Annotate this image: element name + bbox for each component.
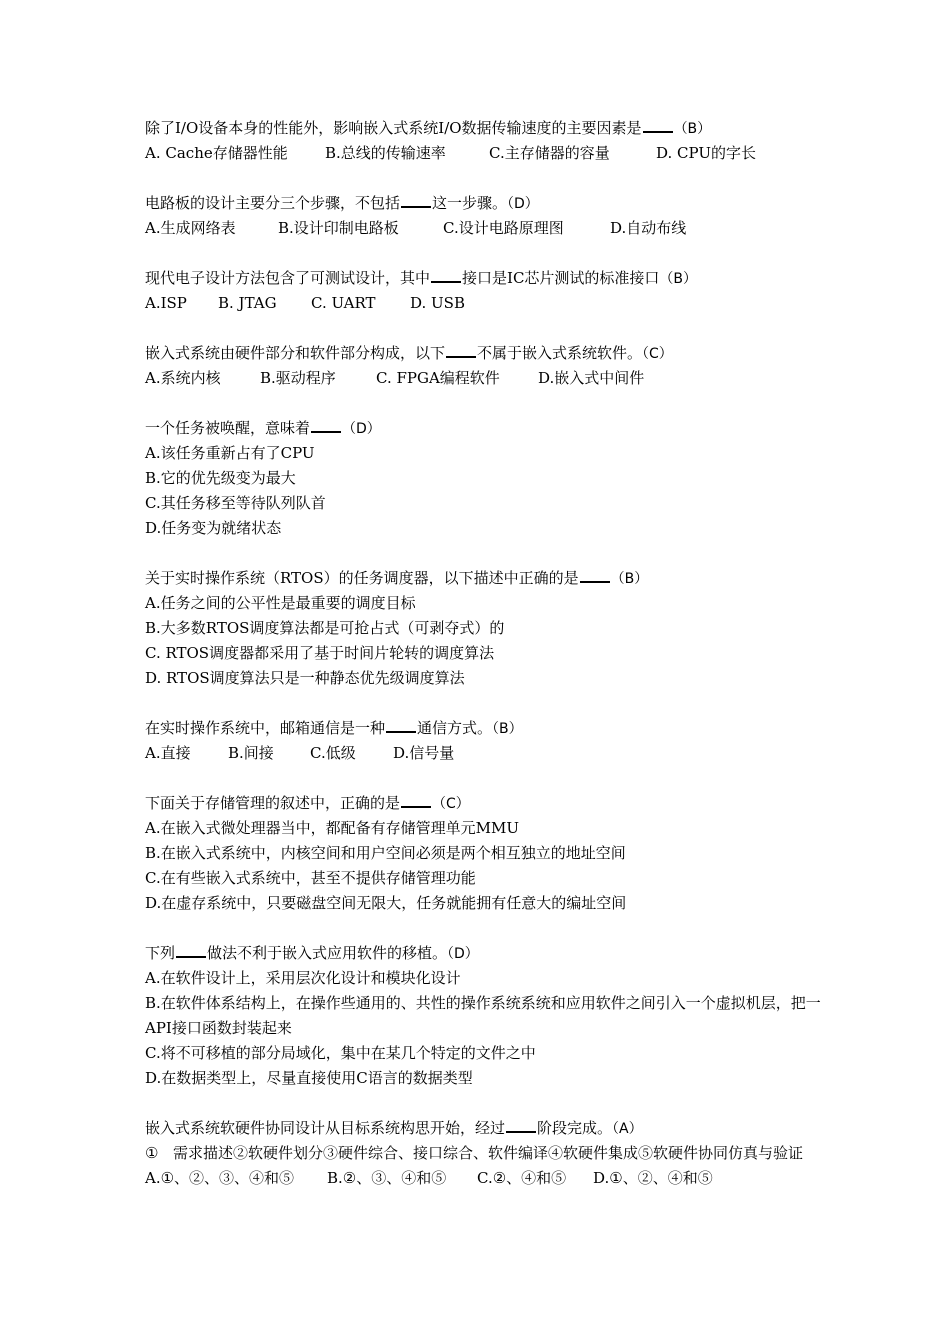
question-stem: [145, 416, 825, 441]
option-d: D.①、②、④和⑤: [593, 1169, 713, 1187]
list-item-text: 需求描述②软硬件划分③硬件综合、接口综合、软件编译④软硬件集成⑤软硬件协同仿真与验证: [173, 1144, 804, 1162]
answer-blank: [401, 792, 431, 808]
option-a: A.系统内核: [145, 369, 221, 387]
answer-blank: [580, 567, 610, 583]
answer-blank: [401, 192, 431, 208]
option-c: C. UART: [311, 294, 376, 312]
question-stem: [145, 341, 825, 366]
option-d: D.自动布线: [610, 219, 687, 237]
question-stem: [145, 191, 825, 216]
stem-text: 在实时操作系统中，邮箱通信是一种: [145, 719, 386, 737]
option-d: D.在数据类型上，尽量直接使用C语言的数据类型: [145, 1069, 473, 1087]
question-5: [145, 416, 825, 541]
answer-key: （B）: [610, 571, 649, 587]
option-b: B.在嵌入式系统中，内核空间和用户空间必须是两个相互独立的地址空间: [145, 844, 626, 862]
answer-key: （B）: [659, 271, 698, 287]
stem-text: 一个任务被唤醒，意味着: [145, 419, 311, 437]
answer-key: （C）: [432, 796, 470, 812]
question-stem: [145, 716, 825, 741]
answer-blank: [446, 342, 476, 358]
question-stem: [145, 791, 825, 816]
option-b: B.总线的传输速率: [325, 144, 446, 162]
question-1: [145, 116, 825, 166]
option-c: C.其任务移至等待队列队首: [145, 494, 326, 512]
option-b: B.驱动程序: [260, 369, 336, 387]
option-b: B.在软件体系结构上，在操作些通用的、共性的操作系统系统和应用软件之间引入一个虚拟机层，把一API接口函数封装起来: [145, 994, 821, 1037]
question-4: [145, 341, 825, 391]
answer-key: （C）: [642, 346, 673, 362]
stem-text: 电路板的设计主要分三个步骤，不包括: [145, 194, 401, 212]
option-a: A.该任务重新占有了CPU: [145, 444, 315, 462]
option-c: C. FPGA编程软件: [376, 369, 500, 387]
option-d: D.嵌入式中间件: [538, 369, 645, 387]
option-a: A. Cache存储器性能: [145, 144, 288, 162]
answer-blank: [176, 942, 206, 958]
option-d: D. USB: [410, 294, 465, 312]
option-c: C.低级: [310, 744, 356, 762]
question-2: [145, 191, 825, 241]
question-10: [145, 1116, 825, 1191]
stem-text: 嵌入式系统软硬件协同设计从目标系统构思开始，经过: [145, 1119, 506, 1137]
option-c: C.将不可移植的部分局域化，集中在某几个特定的文件之中: [145, 1044, 536, 1062]
stem-text: 嵌入式系统由硬件部分和软件部分构成，以下: [145, 344, 446, 362]
list-marker: ①: [145, 1144, 159, 1162]
stem-text: 现代电子设计方法包含了可测试设计，其中: [145, 269, 431, 287]
option-c: C.在有些嵌入式系统中，甚至不提供存储管理功能: [145, 869, 476, 887]
options-row: [145, 141, 825, 166]
option-b: B. JTAG: [218, 294, 277, 312]
option-a: A.生成网络表: [145, 219, 236, 237]
question-stem: [145, 941, 825, 966]
answer-blank: [506, 1117, 536, 1133]
answer-key: （B）: [673, 121, 712, 137]
answer-key: （D）: [342, 421, 381, 437]
document-page: [145, 116, 825, 1216]
option-b: B.它的优先级变为最大: [145, 469, 296, 487]
option-b: B.间接: [228, 744, 274, 762]
options-row: [145, 366, 825, 391]
option-b: B.大多数RTOS调度算法都是可抢占式（可剥夺式）的: [145, 619, 505, 637]
stem-text-after: 接口是IC芯片测试的标准接口: [462, 269, 660, 287]
option-a: A.在软件设计上，采用层次化设计和模块化设计: [145, 969, 461, 987]
question-stem: [145, 116, 825, 141]
option-c: C.主存储器的容量: [489, 144, 610, 162]
question-stem: [145, 1116, 825, 1141]
answer-key: （D）: [447, 946, 479, 962]
stem-text: 关于实时操作系统（RTOS）的任务调度器，以下描述中正确的是: [145, 569, 579, 587]
answer-key: （D）: [507, 196, 539, 212]
numbered-list-item: [145, 1141, 825, 1166]
option-a: A.在嵌入式微处理器当中，都配备有存储管理单元MMU: [145, 819, 519, 837]
stem-text: 下列: [145, 944, 176, 962]
options-row: [145, 1166, 825, 1191]
option-c: C.设计电路原理图: [443, 219, 564, 237]
option-c: C. RTOS调度器都采用了基于时间片轮转的调度算法: [145, 644, 495, 662]
option-a: A.ISP: [145, 294, 187, 312]
option-d: D. CPU的字长: [656, 144, 756, 162]
stem-text: 下面关于存储管理的叙述中，正确的是: [145, 794, 401, 812]
option-d: D.信号量: [393, 744, 455, 762]
question-7: [145, 716, 825, 766]
options-row: [145, 741, 825, 766]
options-row: [145, 291, 825, 316]
option-b: B.②、③、④和⑤: [327, 1169, 447, 1187]
question-9: [145, 941, 825, 1091]
option-a: A.直接: [145, 744, 191, 762]
question-stem: [145, 266, 825, 291]
option-a: A.①、②、③、④和⑤: [145, 1169, 295, 1187]
answer-blank: [386, 717, 416, 733]
option-d: D. RTOS调度算法只是一种静态优先级调度算法: [145, 669, 465, 687]
answer-blank: [311, 417, 341, 433]
stem-text-after: 这一步骤。: [432, 194, 508, 212]
stem-text: 除了I/O设备本身的性能外，影响嵌入式系统I/O数据传输速度的主要因素是: [145, 119, 642, 137]
question-3: [145, 266, 825, 316]
stem-text-after: 通信方式。: [417, 719, 493, 737]
option-d: D.在虚存系统中，只要磁盘空间无限大，任务就能拥有任意大的编址空间: [145, 894, 627, 912]
options-row: [145, 216, 825, 241]
option-d: D.任务变为就绪状态: [145, 519, 282, 537]
option-b: B.设计印制电路板: [278, 219, 399, 237]
answer-blank: [431, 267, 461, 283]
answer-key: （B）: [492, 721, 523, 737]
answer-key: （A）: [612, 1121, 643, 1137]
question-stem: [145, 566, 825, 591]
option-a: A.任务之间的公平性是最重要的调度目标: [145, 594, 416, 612]
option-c: C.②、④和⑤: [477, 1169, 567, 1187]
question-6: [145, 566, 825, 691]
question-8: [145, 791, 825, 916]
answer-blank: [643, 117, 673, 133]
stem-text-after: 做法不利于嵌入式应用软件的移植。: [207, 944, 448, 962]
stem-text-after: 阶段完成。: [537, 1119, 613, 1137]
stem-text-after: 不属于嵌入式系统软件。: [477, 344, 643, 362]
